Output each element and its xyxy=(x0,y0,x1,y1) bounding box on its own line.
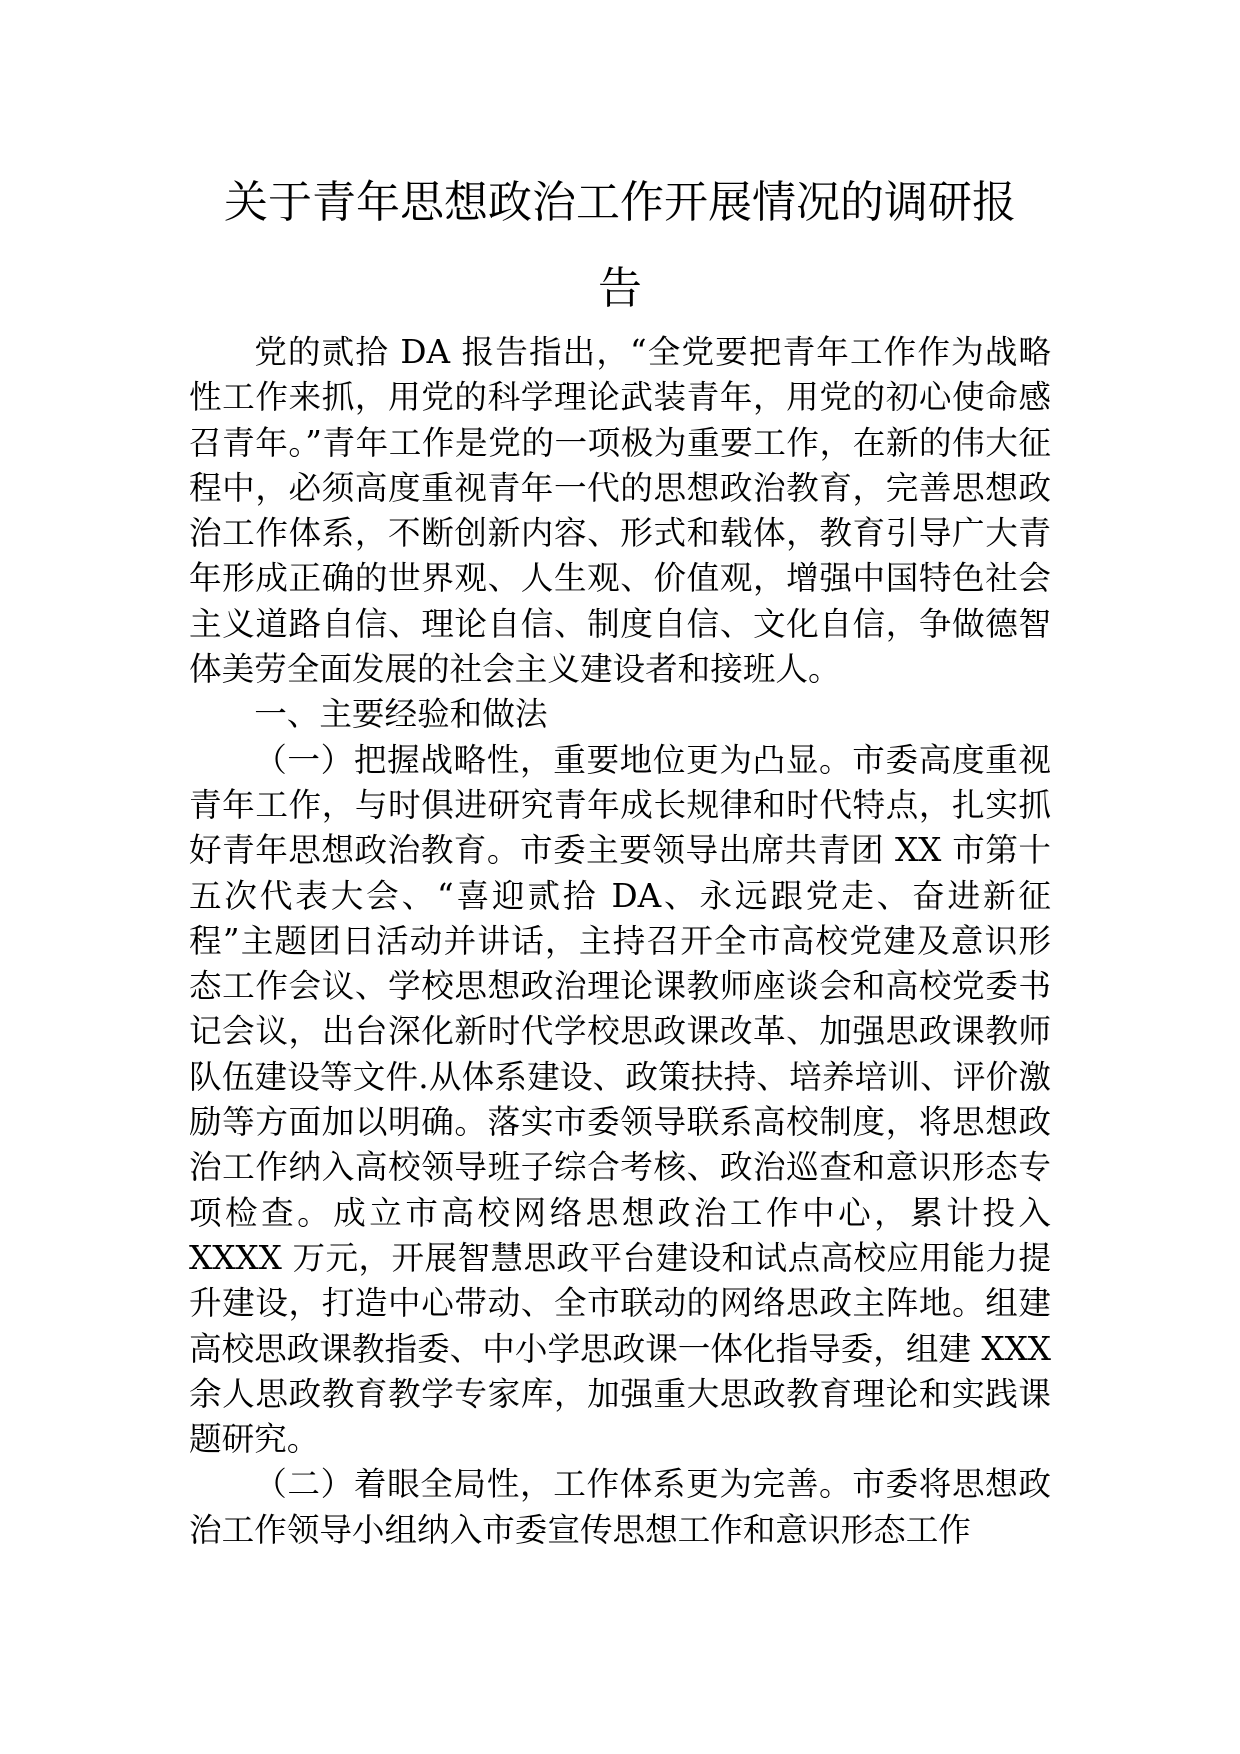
subsection-1-paragraph: （一）把握战略性，重要地位更为凸显。市委高度重视青年工作，与时俱进研究青年成长规律和时代特点，扎实抓好青年思想政治教育。市委主要领导出席共青团 XX 市第十五次代表大会、“喜迎贰拾 DA、永远跟党走、奋进新征程”主题团日活动并讲话，主持召开全市高校党建及意识形态工作会议、学校思想政治理论课教师座谈会和高校党委书记会议，出台深化新时代学校思政课改革、加强思政课教师队伍建设等文件.从体系建设、政策扶持、培养培训、评价激励等方面加以明确。落实市委领导联系高校制度，将思想政治工作纳入高校领导班子综合考核、政治巡查和意识形态专项检查。成立市高校网络思想政治工作中心，累计投入 XXXX 万元，开展智慧思政平台建设和试点高校应用能力提升建设，打造中心带动、全市联动的网络思政主阵地。组建高校思政课教指委、中小学思政课一体化指导委，组建 XXX 余人思政教育教学专家库，加强重大思政教育理论和实践课题研究。 xyxy=(189,740,1051,1459)
intro-paragraph: 党的贰拾 DA 报告指出，“全党要把青年工作作为战略性工作来抓，用党的科学理论武装青年，用党的初心使命感召青年。”青年工作是党的一项极为重要工作，在新的伟大征程中，必须高度重视青年一代的思想政治教育，完善思想政治工作体系，不断创新内容、形式和载体，教育引导广大青年形成正确的世界观、人生观、价值观，增强中国特色社会主义道路自信、理论自信、制度自信、文化自信，争做德智体美劳全面发展的社会主义建设者和接班人。 xyxy=(189,333,1051,689)
title-line-2: 告 xyxy=(598,263,642,314)
document-title xyxy=(190,160,1050,332)
subsection-2-paragraph: （二）着眼全局性，工作体系更为完善。市委将思想政治工作领导小组纳入市委宣传思想工作和意识形态工作 xyxy=(189,1465,1051,1549)
document-body xyxy=(189,330,1051,1553)
title-line-1: 关于青年思想政治工作开展情况的调研报 xyxy=(224,177,1016,228)
section-heading: 一、主要经验和做法 xyxy=(254,695,548,734)
